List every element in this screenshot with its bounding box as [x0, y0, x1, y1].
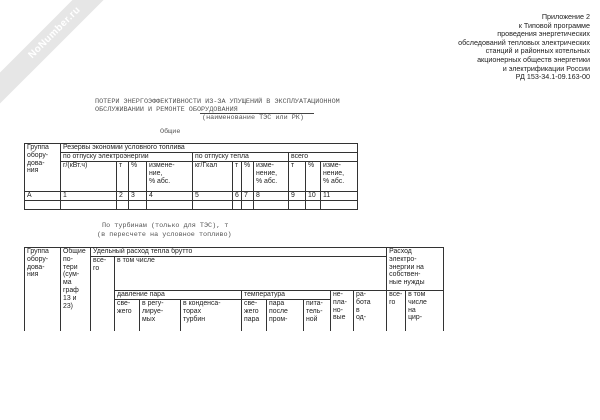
col-header: %	[129, 162, 147, 192]
appendix-note: Приложение 2 к Типовой программе проведения энергетических обследований тепловых электрических станций и районных котельных акционерных обществ энергетики и электрификации России РД 153-34.1-09.163-00	[458, 12, 590, 82]
title-caption: (наименование ТЭС или РК)	[202, 114, 304, 122]
header-power-consumption: Расход электро- энергии на собствен- ные нужды	[387, 248, 444, 291]
turbine-losses-table	[24, 247, 444, 331]
sub-header: в регу- лируе- мых	[140, 300, 181, 332]
col-number: А	[25, 192, 61, 201]
col-number: 3	[129, 192, 147, 201]
col-number: 1	[61, 192, 117, 201]
col-number: 6	[233, 192, 242, 201]
header-work: ра- бота в од-	[354, 291, 387, 332]
col-number: 5	[193, 192, 233, 201]
col-number: 10	[306, 192, 321, 201]
cell	[254, 201, 289, 210]
header-pressure: давление пара	[115, 291, 242, 300]
col-header: измене- ние, % абс.	[147, 162, 193, 192]
cell	[233, 201, 242, 210]
cell	[25, 201, 61, 210]
header-electric: по отпуску электроэнергии	[61, 153, 193, 162]
section-turbines-line-1: По турбинам (только для ТЭС), т	[102, 222, 229, 230]
header-specific-heat: Удельный расход тепла брутто	[91, 248, 387, 257]
header-group: Группа обору- дова- ния	[25, 248, 61, 332]
title-line-2: ОБСЛУЖИВАНИИ И РЕМОНТЕ ОБОРУДОВАНИЯ	[95, 106, 238, 114]
col-header: кг/Гкал	[193, 162, 233, 192]
sub-header: в конденса- торах турбин	[181, 300, 242, 332]
cell	[306, 201, 321, 210]
sub-header: све- жего пара	[242, 300, 267, 332]
header-including: в том числе	[115, 257, 387, 291]
col-number: 4	[147, 192, 193, 201]
col-header: %	[306, 162, 321, 192]
header-reserves: Резервы экономии условного топлива	[61, 144, 358, 153]
header-heat: по отпуску тепла	[193, 153, 289, 162]
col-header: изме- нение, % абс.	[254, 162, 289, 192]
col-number: 7	[242, 192, 254, 201]
header-group: Группа обору- дова- ния	[25, 144, 61, 192]
header-power-all: все- го	[387, 291, 406, 332]
col-number: 8	[254, 192, 289, 201]
cell	[321, 201, 358, 210]
cell	[61, 201, 117, 210]
col-header: т	[117, 162, 129, 192]
header-temperature: температура	[242, 291, 331, 300]
cell	[193, 201, 233, 210]
cell	[129, 201, 147, 210]
section-general: Общие	[160, 128, 181, 136]
col-header: г/(кВт.ч)	[61, 162, 117, 192]
header-power-including: в том числе на цир-	[406, 291, 444, 332]
col-header: т	[233, 162, 242, 192]
col-header: %	[242, 162, 254, 192]
section-turbines-line-2: (в пересчете на условное топливо)	[97, 231, 232, 239]
sub-header: пита- тель- ной	[304, 300, 331, 332]
col-number: 9	[289, 192, 306, 201]
cell	[117, 201, 129, 210]
col-header: изме- нение, % абс.	[321, 162, 358, 192]
watermark: NoNumber.ru	[0, 0, 130, 108]
cell	[242, 201, 254, 210]
col-number: 2	[117, 192, 129, 201]
header-unplanned: не- пла- но- вые	[331, 291, 354, 332]
cell	[147, 201, 193, 210]
header-all: все- го	[91, 257, 115, 332]
general-losses-table	[24, 143, 358, 210]
col-header: т	[289, 162, 306, 192]
header-total-losses: Общие по- тери (сум- ма граф 13 и 23)	[61, 248, 91, 332]
title-line-1: ПОТЕРИ ЭНЕРГОЭФФЕКТИВНОСТИ ИЗ-ЗА УПУЩЕНИЙ В ЭКСПЛУАТАЦИОННОМ	[95, 98, 340, 106]
cell	[289, 201, 306, 210]
sub-header: све- жего	[115, 300, 140, 332]
column-number-row	[25, 192, 358, 201]
sub-header: пара после пром-	[267, 300, 304, 332]
turbine-losses-table-container	[24, 247, 444, 331]
col-number: 11	[321, 192, 358, 201]
table-row	[25, 201, 358, 210]
header-total: всего	[289, 153, 358, 162]
